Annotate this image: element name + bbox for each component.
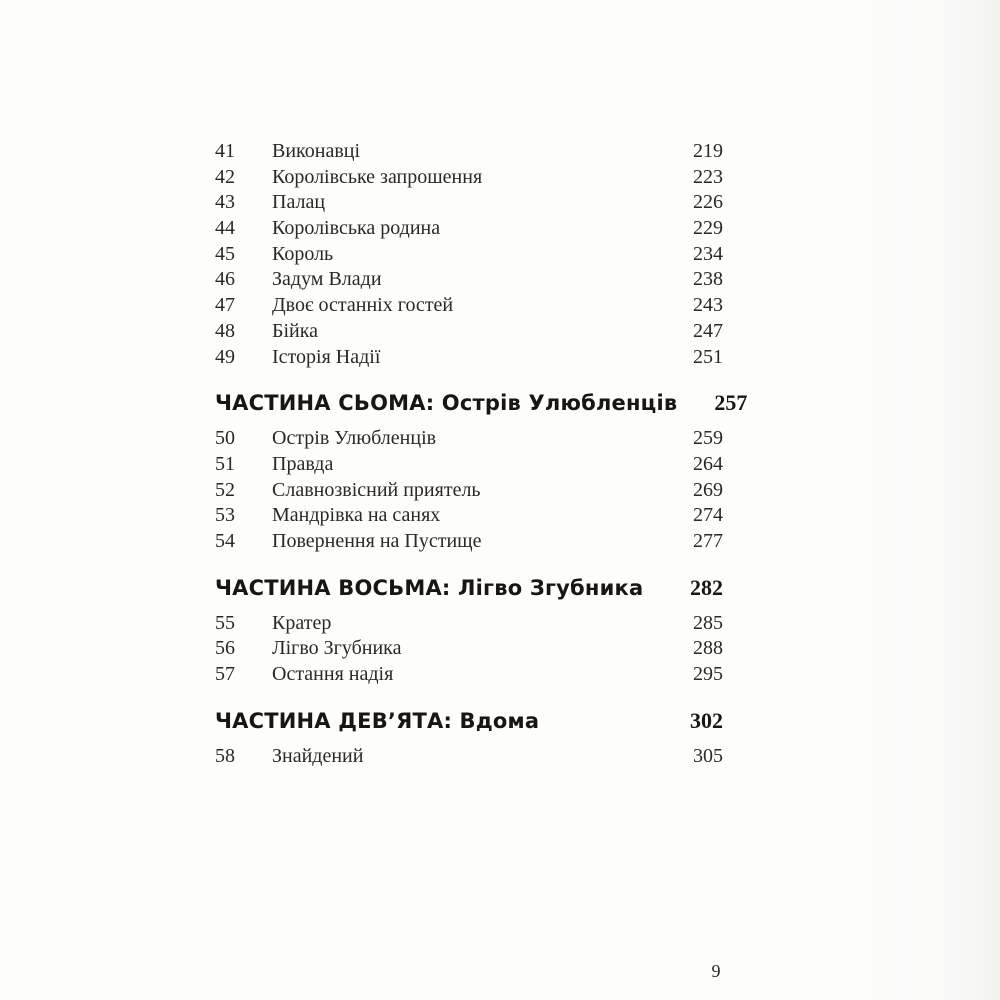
toc-entry <box>215 293 723 319</box>
chapter-title: Кратер <box>272 611 332 634</box>
toc-section-header <box>215 389 748 417</box>
section-page-number: 282 <box>690 574 723 600</box>
chapter-number: 46 <box>215 268 235 291</box>
chapter-page-number: 295 <box>693 663 723 685</box>
toc-entry <box>215 662 723 688</box>
chapter-page-number: 219 <box>693 140 723 162</box>
section-page-number: 302 <box>690 707 723 733</box>
chapter-page-number: 285 <box>693 611 723 634</box>
toc-entry <box>215 139 723 165</box>
toc-entry <box>215 190 723 216</box>
toc-entry <box>215 319 723 345</box>
chapter-number: 56 <box>215 637 235 660</box>
chapter-page-number: 274 <box>693 504 723 527</box>
chapter-number: 53 <box>215 504 235 527</box>
chapter-number: 48 <box>215 319 235 342</box>
chapter-number: 51 <box>215 452 235 475</box>
toc-entry <box>215 452 723 478</box>
chapter-number: 41 <box>215 140 235 162</box>
chapter-page-number: 264 <box>693 452 723 475</box>
chapter-page-number: 238 <box>693 268 723 291</box>
chapter-title: Історія Надії <box>272 345 381 368</box>
chapter-title: Королівська родина <box>272 217 441 240</box>
toc-entry <box>215 611 723 637</box>
toc-entry <box>215 165 723 191</box>
chapter-title: Королівське запрошення <box>272 165 483 188</box>
section-title: ЧАСТИНА ВОСЬМА: Лігво Згубника <box>215 575 644 600</box>
chapter-title: Повернення на Пустище <box>272 529 482 552</box>
chapter-title: Правда <box>272 452 334 475</box>
chapter-number: 45 <box>215 242 235 265</box>
chapter-page-number: 269 <box>693 478 723 501</box>
page-edge-shadow <box>830 0 1000 1000</box>
chapter-number: 43 <box>215 191 235 214</box>
toc-entry <box>215 242 723 268</box>
toc-entry <box>215 503 723 529</box>
chapter-page-number: 259 <box>693 427 723 450</box>
chapter-title: Мандрівка на санях <box>272 504 441 527</box>
chapter-title: Остання надія <box>272 663 394 685</box>
chapter-page-number: 226 <box>693 191 723 214</box>
chapter-title: Славнозвісний приятель <box>272 478 481 501</box>
toc-entry <box>215 216 723 242</box>
chapter-number: 55 <box>215 611 235 634</box>
chapter-number: 58 <box>215 744 235 767</box>
chapter-number: 54 <box>215 529 235 552</box>
chapter-page-number: 229 <box>693 217 723 240</box>
chapter-number: 49 <box>215 345 235 368</box>
chapter-page-number: 234 <box>693 242 723 265</box>
chapter-number: 47 <box>215 294 235 317</box>
toc-entry <box>215 744 723 770</box>
toc-entry <box>215 426 723 452</box>
chapter-title: Бійка <box>272 319 319 342</box>
chapter-number: 57 <box>215 663 235 685</box>
toc-entry <box>215 478 723 504</box>
section-title: ЧАСТИНА ДЕВ’ЯТА: Вдома <box>215 708 540 733</box>
chapter-number: 42 <box>215 165 235 188</box>
chapter-number: 50 <box>215 427 235 450</box>
chapter-title: Задум Влади <box>272 268 382 291</box>
chapter-page-number: 288 <box>693 637 723 660</box>
chapter-number: 44 <box>215 217 235 240</box>
chapter-page-number: 305 <box>693 744 723 767</box>
section-page-number: 257 <box>714 390 748 416</box>
chapter-page-number: 247 <box>693 319 723 342</box>
toc <box>215 139 748 769</box>
toc-entry <box>215 345 723 371</box>
section-title: ЧАСТИНА СЬОМА: Острів Улюбленців <box>215 391 678 416</box>
toc-entry <box>215 529 723 555</box>
chapter-page-number: 277 <box>693 529 723 552</box>
chapter-title: Острів Улюбленців <box>272 427 437 450</box>
toc-entry <box>215 267 723 293</box>
toc-entry <box>215 636 723 662</box>
chapter-number: 52 <box>215 478 235 501</box>
chapter-page-number: 243 <box>693 294 723 317</box>
chapter-title: Виконавці <box>272 140 361 162</box>
chapter-title: Двоє останніх гостей <box>272 294 454 317</box>
chapter-title: Лігво Згубника <box>272 637 402 660</box>
toc-section-header <box>215 707 723 735</box>
chapter-page-number: 251 <box>693 345 723 368</box>
toc-section-header <box>215 574 723 602</box>
chapter-title: Король <box>272 242 334 265</box>
folio-page-number: 9 <box>711 961 721 981</box>
chapter-page-number: 223 <box>693 165 723 188</box>
chapter-title: Палац <box>272 191 326 214</box>
chapter-title: Знайдений <box>272 744 364 767</box>
